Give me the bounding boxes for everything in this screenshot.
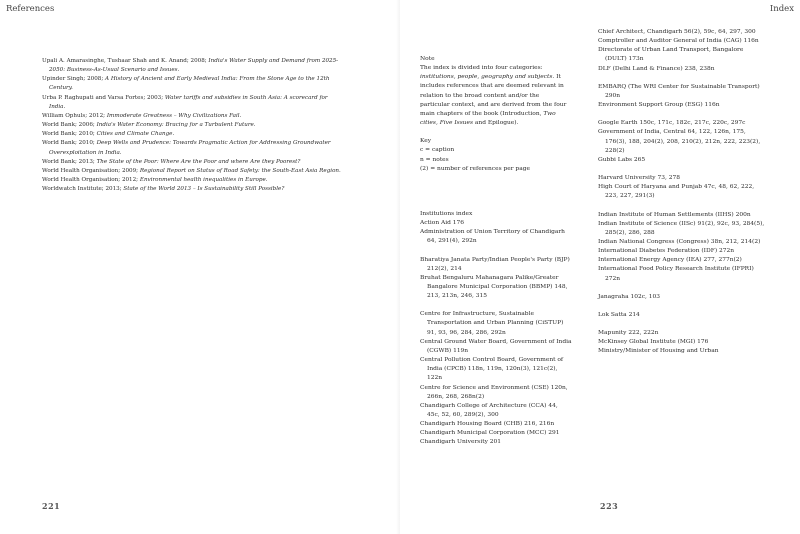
- reference-title: State of the World 2013 – Is Sustainability Still Possible?: [123, 186, 285, 193]
- index-entries-col1: [420, 219, 572, 448]
- reference-author: William Ophuls; 2012;: [42, 112, 106, 119]
- references-list: [42, 57, 342, 194]
- index-entry: Indian National Congress (Congress) 38n, 212, 214(2): [598, 238, 761, 245]
- index-entry: Chandigarh University 201: [420, 439, 502, 446]
- index-entry: International Diabetes Federation (IDF) 272n: [598, 248, 735, 255]
- reference-author: World Bank; 2013;: [42, 158, 95, 165]
- reference-author: Upinder Singh; 2008;: [42, 76, 104, 83]
- reference-entry: [42, 94, 342, 112]
- reference-title: Immoderate Greatness – Why Civilizations Fail.: [106, 112, 242, 119]
- reference-title: Cities and Climate Change.: [96, 131, 175, 138]
- index-entry: Chandigarh Municipal Corporation (MCC) 291: [420, 430, 560, 437]
- index-entry: Mapunity 222, 222n: [598, 330, 659, 337]
- index-entry: Harvard University 73, 278: [598, 175, 680, 182]
- reference-entry: [42, 57, 342, 75]
- index-entry: Government of India, Central 64, 122, 126n, 175, 176(3), 188, 204(2), 208, 210(2), 212n, 222, 223(2), 228(2): [598, 129, 761, 154]
- index-entry: McKinsey Global Institute (MGI) 176: [598, 339, 709, 346]
- index-entry: Action Aid 176: [420, 220, 465, 227]
- key-heading: Key: [420, 138, 432, 145]
- reference-entry: [42, 185, 342, 194]
- reference-author: Upali A. Amarasinghe, Tushaar Shah and K. Anand; 2008;: [42, 58, 207, 64]
- running-head-left: References: [6, 4, 55, 14]
- index-entry: Lok Satta 214: [598, 311, 640, 318]
- reference-entry: [42, 75, 342, 93]
- reference-entry: [42, 121, 342, 130]
- key-item: n = notes: [420, 156, 449, 163]
- reference-entry: [42, 167, 342, 176]
- index-entry: Indian Institute of Human Settlements (IIHS) 200n: [598, 211, 751, 218]
- index-entry: Central Pollution Control Board, Government of India (CPCB) 118n, 119n, 120n(3), 121c(2), 122n: [420, 357, 564, 382]
- index-entry: Central Ground Water Board, Government of India (CGWB) 119n: [420, 338, 572, 354]
- key-item: c = caption: [420, 147, 455, 154]
- reference-author: World Bank; 2006;: [42, 122, 95, 129]
- reference-title: Regional Report on Status of Road Safety: the South-East Asia Region.: [139, 167, 341, 174]
- index-entry: Bharatiya Janata Party/Indian People's Party (BJP) 212(2), 214: [420, 256, 570, 272]
- index-entry: Chief Architect, Chandigarh 56(2), 59c, 64, 297, 300: [598, 29, 756, 35]
- reference-author: World Bank; 2010;: [42, 140, 95, 147]
- index-entry: Comptroller and Auditor General of India (CAG) 116n: [598, 38, 759, 45]
- reference-title: India's Water Economy: Bracing for a Turbulent Future.: [96, 122, 256, 129]
- running-head-right: Index: [769, 4, 794, 14]
- key-item: (2) = number of references per page: [420, 165, 530, 172]
- reference-entry: [42, 158, 342, 167]
- right-page: [400, 0, 800, 534]
- reference-entry: [42, 112, 342, 121]
- index-entry: Administration of Union Territory of Chandigarh 64, 291(4), 292n: [420, 229, 565, 245]
- reference-author: Urba P. Raghupati and Varsa Fortes; 2003;: [42, 94, 164, 101]
- note-heading: Note: [420, 56, 435, 62]
- reference-entry: [42, 130, 342, 139]
- reference-title: Environmental health inequalities in Europe.: [139, 177, 268, 184]
- index-entry: High Court of Haryana and Punjab 47c, 48, 62, 222, 223, 227, 291(3): [598, 184, 755, 200]
- page-number-left: 221: [42, 501, 61, 511]
- reference-entry: [42, 176, 342, 185]
- reference-author: World Bank; 2010;: [42, 131, 95, 138]
- index-column-2: [598, 28, 766, 357]
- index-entry: Chandigarh Housing Board (CHB) 216, 216n: [420, 421, 555, 428]
- reference-title: The State of the Poor: Where Are the Poor and where Are they Poorest?: [96, 158, 301, 165]
- index-entry: Bruhat Bengaluru Mahanagara Palike/Greater Bangalore Municipal Corporation (BBMP) 148, 213, 213n, 246, 315: [420, 274, 568, 300]
- index-entry: Centre for Infrastructure, Sustainable Transportation and Urban Planning (CiSTUP) 91, 93, 96, 284, 286, 292n: [420, 311, 564, 336]
- index-entry: International Food Policy Research Institute (IFPRI) 272n: [598, 266, 754, 282]
- reference-author: Worldwatch Institute; 2013;: [42, 186, 122, 193]
- index-entry: EMBARQ (The WRI Center for Sustainable Transport) 290n: [598, 83, 760, 99]
- reference-title: Deep Wells and Prudence: Towards Pragmatic Action for Addressing Groundwater Overexploitation in India.: [49, 140, 331, 156]
- index-entry: Directorate of Urban Land Transport, Bangalore (DULT) 173n: [598, 47, 744, 63]
- reference-title: A History of Ancient and Early Medieval India: From the Stone Age to the 12th Century.: [49, 76, 330, 92]
- index-entry: Ministry/Minister of Housing and Urban: [598, 348, 719, 355]
- index-entry: Chandigarh College of Architecture (CCA) 44, 45c, 52, 60, 289(2), 300: [420, 402, 558, 418]
- index-entry: Environment Support Group (ESG) 116n: [598, 102, 720, 109]
- index-entry: Gubbi Labs 265: [598, 156, 646, 163]
- note-text: The index is divided into four categories: institutions, people, geography and subjects. It includes references that are deemed relevant in relation to the broad content and/or the particular context, and are derived from the four main chapters of the book (Introduction, Two cities, Five Issues and Epilogue).: [420, 65, 567, 127]
- page-number-right: 223: [600, 501, 619, 511]
- institutions-index-heading: Institutions index: [420, 210, 473, 217]
- index-entry: Google Earth 150c, 171c, 182c, 217c, 220c, 297c: [598, 120, 746, 127]
- index-entry: Centre for Science and Environment (CSE) 120n, 266n, 268, 268n(2): [420, 384, 568, 400]
- reference-author: World Health Organisation; 2009;: [42, 167, 139, 174]
- index-entry: Indian Institute of Science (IISc) 91(2), 92c, 93, 284(5), 285(2), 286, 288: [598, 220, 765, 236]
- reference-title: Water tariffs and subsidies in South Asia: A scorecard for India.: [49, 94, 328, 110]
- reference-title: India's Water Supply and Demand from 2025-2050: Business-As-Usual Scenario and Issues.: [49, 58, 339, 74]
- index-entry: DLF (Delhi Land & Finance) 238, 238n: [598, 65, 715, 72]
- index-column-1: [420, 55, 572, 448]
- index-entry: Janagraha 102c, 103: [598, 293, 660, 300]
- reference-author: World Health Organisation; 2012;: [42, 177, 139, 184]
- reference-entry: [42, 139, 342, 157]
- index-entry: International Energy Agency (IEA) 277, 277n(2): [598, 257, 742, 264]
